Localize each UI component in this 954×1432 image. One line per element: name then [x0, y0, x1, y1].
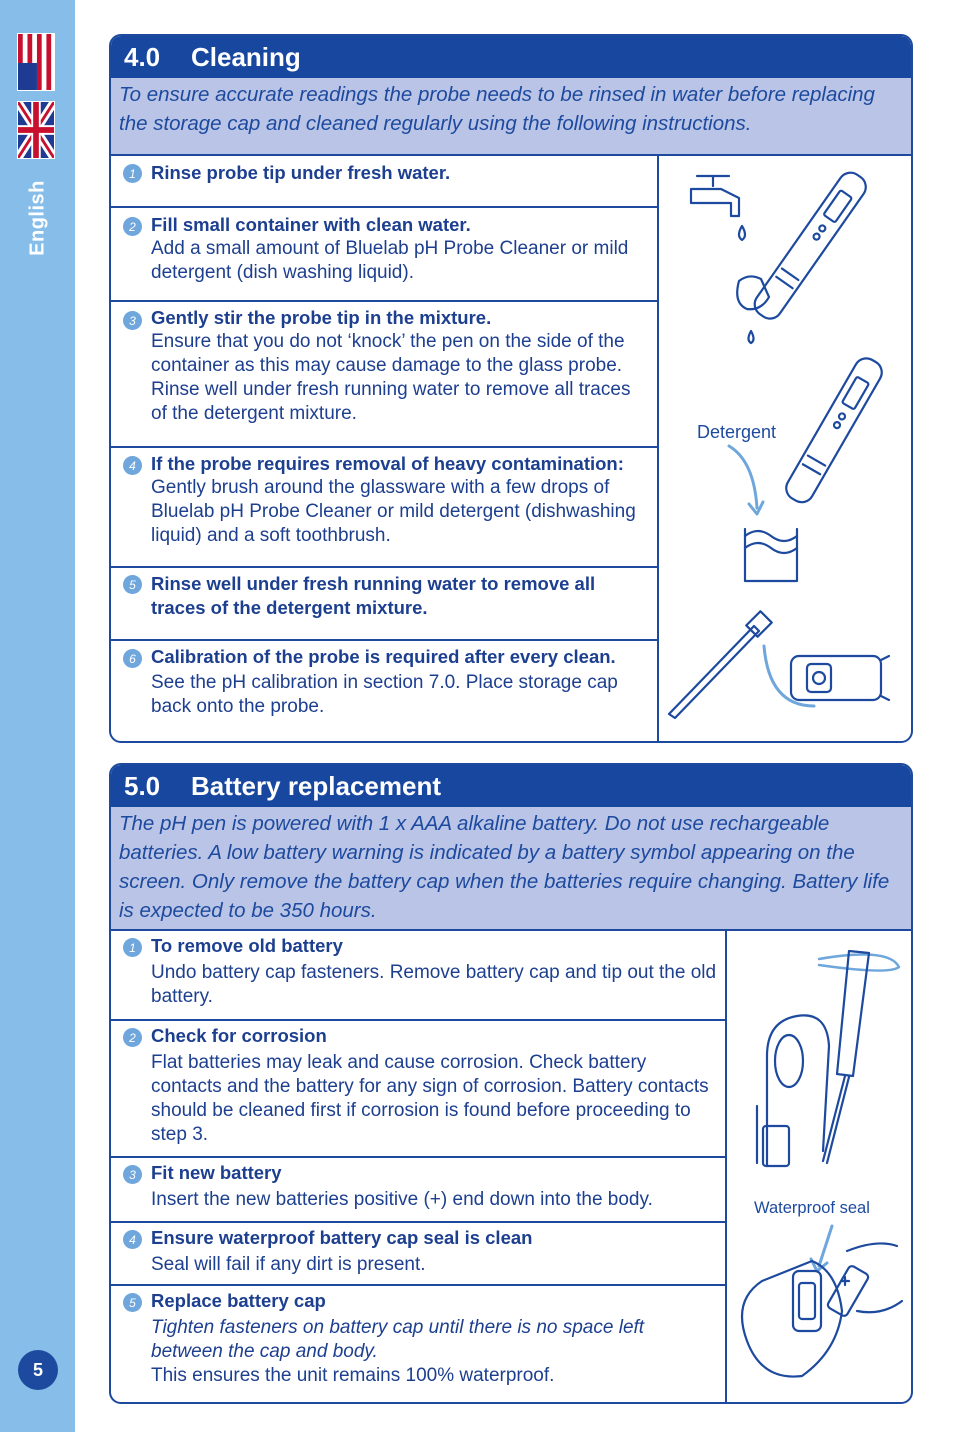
step-number-badge: 6 — [123, 649, 142, 668]
step-title: Rinse probe tip under fresh water. — [151, 162, 451, 183]
cleaning-diagram — [659, 156, 909, 743]
step-item — [111, 568, 657, 641]
section-title: Battery replacement — [191, 770, 441, 801]
water-drop-icon — [739, 226, 745, 240]
cleaning-illustration — [659, 156, 911, 743]
step-text: This ensures the unit remains 100% waterproof. — [151, 1365, 555, 1386]
uk-flag-icon — [17, 101, 55, 159]
steps-list — [111, 156, 659, 743]
step-title: To remove old battery — [151, 935, 343, 956]
step-text: Add a small amount of Bluelab pH Probe Cleaner or mild detergent (dish washing liquid). — [151, 238, 629, 283]
cleaning-section — [109, 34, 913, 743]
detergent-label: Detergent — [697, 422, 777, 442]
step-number-badge: 3 — [123, 311, 142, 330]
battery-diagram — [727, 931, 911, 1402]
hand-icon — [737, 276, 769, 309]
battery-icon — [826, 1265, 869, 1318]
step-item — [111, 1021, 725, 1158]
step-title: Fit new battery — [151, 1162, 282, 1183]
step-item — [111, 1158, 725, 1223]
step-title: Check for corrosion — [151, 1025, 327, 1046]
step-text: Gently brush around the glassware with a few drops of Bluelab pH Probe Cleaner or mild detergent (dishwashing liquid) and a soft toothbrush. — [151, 477, 636, 546]
section-intro: To ensure accurate readings the probe needs to be rinsed in water before replacing the storage cap and cleaned regularly using the following instructions. — [111, 78, 911, 156]
step-item — [111, 156, 657, 208]
step-text: Seal will fail if any dirt is present. — [151, 1254, 426, 1275]
sidebar — [0, 0, 75, 1432]
screwdriver-icon — [823, 951, 869, 1163]
step-number-badge: 2 — [123, 217, 142, 236]
step-item — [111, 1286, 725, 1402]
step-number-badge: 5 — [123, 1293, 142, 1312]
step-item — [111, 302, 657, 448]
step-text: Ensure that you do not ‘knock’ the pen on the side of the container as this may cause damage to the glass probe. Rinse well under fresh running water to remove all traces of the detergent mixture. — [151, 331, 631, 424]
water-drop-icon — [749, 331, 754, 343]
step-text: See the pH calibration in section 7.0. Place storage cap back onto the probe. — [151, 672, 618, 717]
step-title: If the probe requires removal of heavy contamination: — [151, 453, 624, 474]
open-battery-compartment-icon — [742, 1261, 842, 1377]
steps-list — [111, 931, 727, 1402]
battery-illustration — [727, 931, 911, 1402]
ph-pen-icon — [757, 1015, 829, 1166]
step-number-badge: 1 — [123, 164, 142, 183]
container-icon — [745, 529, 797, 581]
probe-tip-icon — [791, 656, 889, 700]
step-item — [111, 208, 657, 302]
language-label: English — [26, 180, 49, 256]
step-number-badge: 3 — [123, 1165, 142, 1184]
step-number-badge: 1 — [123, 938, 142, 957]
rotate-arrow-icon — [819, 955, 899, 971]
tap-icon — [691, 176, 739, 216]
step-title: Rinse well under fresh running water to remove all traces of the detergent mixture. — [151, 573, 596, 618]
battery-section — [109, 763, 913, 1404]
step-number-badge: 2 — [123, 1028, 142, 1047]
section-number: 4.0 — [124, 41, 161, 72]
step-title: Fill small container with clean water. — [151, 214, 471, 235]
us-flag-icon — [17, 33, 55, 91]
waterproof-seal-label: Waterproof seal — [754, 1199, 870, 1217]
ph-pen-icon — [782, 354, 886, 507]
step-title: Ensure waterproof battery cap seal is clean — [151, 1227, 533, 1248]
arrow-icon — [819, 1226, 832, 1266]
step-text: Insert the new batteries positive (+) end down into the body. — [151, 1189, 653, 1210]
step-item — [111, 448, 657, 568]
section-number: 5.0 — [124, 770, 161, 801]
step-item — [111, 641, 657, 743]
page-number: 5 — [18, 1350, 58, 1390]
step-number-badge: 4 — [123, 1230, 142, 1249]
step-text: Flat batteries may leak and cause corrosion. Check battery contacts and the battery for any sign of corrosion. Battery contacts should be cleaned first if corrosion is found before proceeding to step 3. — [151, 1052, 709, 1145]
step-italic-text: Tighten fasteners on battery cap until there is no space left between the cap and body. — [151, 1317, 645, 1362]
step-number-badge: 5 — [123, 575, 142, 594]
step-text: Undo battery cap fasteners. Remove battery cap and tip out the old battery. — [151, 962, 717, 1007]
section-title: Cleaning — [191, 41, 301, 72]
step-title: Replace battery cap — [151, 1290, 326, 1311]
toothbrush-icon — [669, 611, 772, 718]
step-number-badge: 4 — [123, 456, 142, 475]
step-title: Gently stir the probe tip in the mixture. — [151, 307, 492, 328]
step-item — [111, 1223, 725, 1286]
step-item — [111, 931, 725, 1021]
arrow-icon — [729, 446, 757, 508]
section-header — [111, 36, 911, 78]
step-title: Calibration of the probe is required after every clean. — [151, 646, 616, 667]
section-header — [111, 765, 911, 807]
section-intro: The pH pen is powered with 1 x AAA alkaline battery. Do not use rechargeable batteries. A low battery warning is indicated by a battery symbol appearing on the screen. Only remove the battery cap when the batteries require changing. Battery life is expected to be 350 hours. — [111, 807, 911, 931]
